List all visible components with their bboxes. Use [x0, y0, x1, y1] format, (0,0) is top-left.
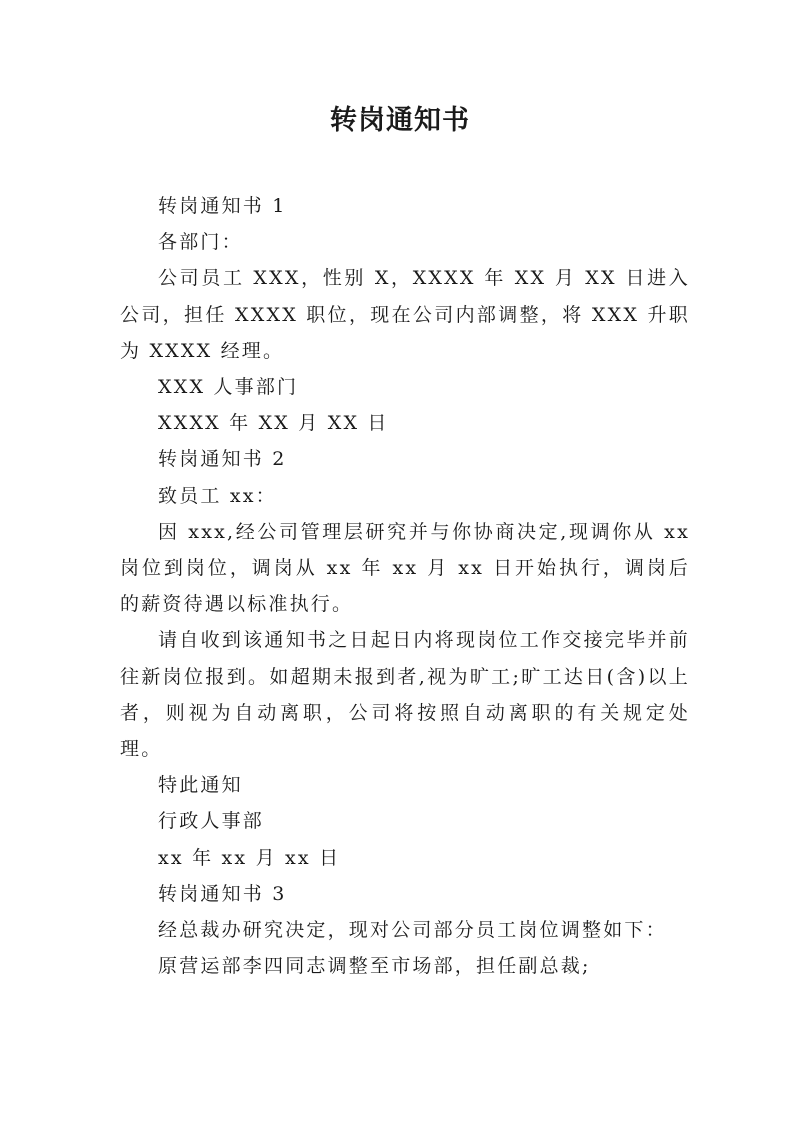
body-paragraph: 原营运部李四同志调整至市场部，担任副总裁;	[158, 955, 591, 978]
signature-department: 行政人事部	[158, 810, 265, 833]
salutation: 致员工 xx：	[158, 484, 277, 507]
section-heading-3: 转岗通知书 3	[158, 882, 287, 905]
document-body	[120, 188, 690, 984]
section-heading-1: 转岗通知书 1	[158, 195, 287, 217]
signature-date: XXXX 年 XX 月 XX 日	[158, 412, 389, 435]
closing-line: 特此通知	[158, 774, 243, 797]
signature-department: XXX 人事部门	[158, 376, 299, 399]
salutation: 各部门：	[158, 231, 243, 254]
document-title: 转岗通知书	[330, 105, 470, 136]
body-paragraph: 经总裁办研究决定，现对公司部分员工岗位调整如下：	[158, 919, 667, 942]
body-paragraph: 因 xxx,经公司管理层研究并与你协商决定,现调你从 xx 岗位到岗位，调岗从 xx 年 xx 月 xx 日开始执行，调岗后的薪资待遇以标准执行。	[120, 520, 690, 616]
section-heading-2: 转岗通知书 2	[158, 448, 287, 471]
body-paragraph: 公司员工 XXX，性别 X，XXXX 年 XX 月 XX 日进入公司，担任 XXXX 职位，现在公司内部调整，将 XXX 升职为 XXXX 经理。	[120, 267, 690, 362]
body-paragraph: 请自收到该通知书之日起日内将现岗位工作交接完毕并前往新岗位报到。如超期未报到者,视为旷工;旷工达日(含)以上者，则视为自动离职，公司将按照自动离职的有关规定处理。	[120, 629, 690, 761]
signature-date: xx 年 xx 月 xx 日	[158, 846, 341, 869]
